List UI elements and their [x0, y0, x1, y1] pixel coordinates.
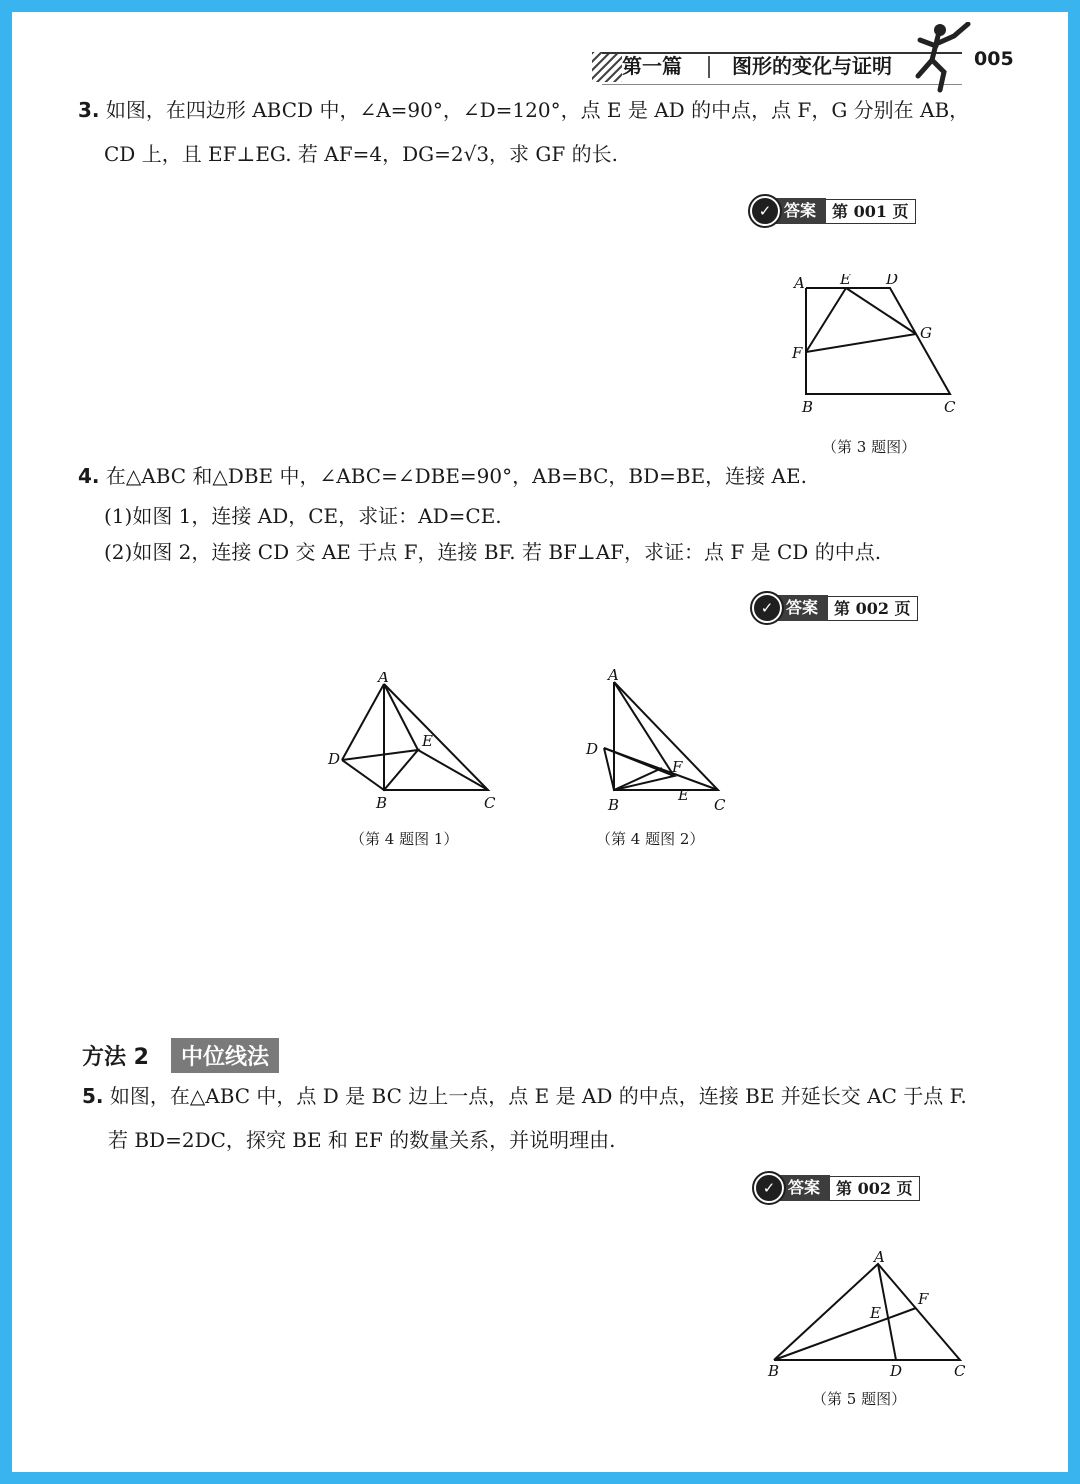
- chapter-title: 图形的变化与证明: [732, 54, 892, 78]
- label-d: D: [328, 750, 341, 768]
- answer-page: 第 002 页: [830, 1176, 920, 1201]
- label-e: E: [870, 1304, 881, 1322]
- label-c: C: [944, 398, 956, 416]
- header-separator: [708, 56, 710, 78]
- figure-q5: [758, 1248, 974, 1382]
- label-a: A: [794, 274, 805, 292]
- runner-icon: [910, 22, 974, 94]
- figure-caption: （第 5 题图）: [812, 1390, 907, 1408]
- label-d: D: [586, 740, 599, 758]
- answer-icon: ✓: [752, 593, 782, 623]
- answer-icon: ✓: [750, 196, 780, 226]
- triangle-abc: [384, 684, 488, 790]
- figure-q4-1: [324, 672, 514, 812]
- label-c: C: [714, 796, 726, 814]
- question-5: [82, 1074, 967, 1162]
- question-4-parts: [104, 498, 881, 570]
- label-b: B: [376, 794, 388, 812]
- label-b: B: [802, 398, 814, 416]
- label-f: F: [672, 758, 683, 776]
- figure-caption: （第 3 题图）: [822, 438, 917, 456]
- segment-eg: [846, 288, 916, 334]
- part-title: 第一篇: [622, 54, 682, 78]
- answer-label: 答案: [774, 1175, 830, 1201]
- label-c: C: [484, 794, 496, 812]
- segment-ae: [384, 684, 418, 750]
- label-a: A: [874, 1248, 885, 1266]
- textbook-page: [12, 12, 1068, 1472]
- answer-link-q4[interactable]: [752, 593, 918, 623]
- method-title: 方法 2: [82, 1045, 149, 1070]
- answer-link-q5[interactable]: [754, 1173, 920, 1203]
- triangle-dbe: [342, 750, 418, 790]
- segment-bf: [614, 768, 662, 790]
- question-text-line: 如图，在△ABC 中，点 D 是 BC 边上一点，点 E 是 AD 的中点，连接 BE 并延长交 AC 于点 F.: [109, 1084, 967, 1108]
- figure-caption: （第 4 题图 2）: [596, 830, 705, 848]
- question-text-line: 如图，在四边形 ABCD 中，∠A=90°，∠D=120°，点 E 是 AD 的中点，点 F，G 分别在 AB，: [105, 98, 970, 122]
- label-a: A: [608, 668, 619, 684]
- answer-label: 答案: [770, 198, 826, 224]
- label-e: E: [422, 732, 433, 750]
- answer-link-q3[interactable]: [750, 196, 916, 226]
- figure-q3: [790, 274, 970, 424]
- question-number: 3.: [78, 98, 100, 122]
- answer-page: 第 002 页: [828, 596, 918, 621]
- question-part: (2)如图 2，连接 CD 交 AE 于点 F，连接 BF. 若 BF⊥AF，求证：点 F 是 CD 的中点.: [104, 540, 882, 564]
- question-4: [78, 454, 807, 498]
- label-a: A: [378, 672, 389, 686]
- figure-q4-2: [578, 668, 748, 816]
- label-d: D: [886, 274, 899, 288]
- page-number: 005: [974, 48, 1014, 70]
- segment-ef: [806, 288, 846, 352]
- triangle-abc: [774, 1264, 960, 1360]
- label-g: G: [920, 324, 932, 342]
- segment-ad: [342, 684, 384, 760]
- question-text-line: 若 BD=2DC，探究 BE 和 EF 的数量关系，并说明理由.: [108, 1128, 616, 1152]
- label-f: F: [792, 344, 803, 362]
- question-3: [78, 88, 969, 176]
- answer-icon: ✓: [754, 1173, 784, 1203]
- label-d: D: [890, 1362, 903, 1380]
- question-text-line: CD 上，且 EF⊥EG. 若 AF=4，DG=2√3，求 GF 的长.: [104, 142, 618, 166]
- page-header: [592, 36, 1012, 86]
- label-e: E: [840, 274, 851, 288]
- label-b: B: [768, 1362, 780, 1380]
- label-f: F: [918, 1290, 929, 1308]
- figure-caption: （第 4 题图 1）: [350, 830, 459, 848]
- question-number: 5.: [82, 1084, 104, 1108]
- method-tag: 中位线法: [171, 1038, 279, 1073]
- segment-ce: [418, 750, 488, 790]
- question-number: 4.: [78, 464, 100, 488]
- method-heading: [82, 1038, 279, 1073]
- question-text-line: 在△ABC 和△DBE 中，∠ABC=∠DBE=90°，AB=BC，BD=BE，连接 AE.: [105, 464, 807, 488]
- segment-fg: [806, 334, 916, 352]
- question-part: (1)如图 1，连接 AD，CE，求证：AD=CE.: [104, 504, 502, 528]
- label-c: C: [954, 1362, 966, 1380]
- answer-page: 第 001 页: [826, 199, 916, 224]
- answer-label: 答案: [772, 595, 828, 621]
- label-e: E: [678, 786, 689, 804]
- label-b: B: [608, 796, 620, 814]
